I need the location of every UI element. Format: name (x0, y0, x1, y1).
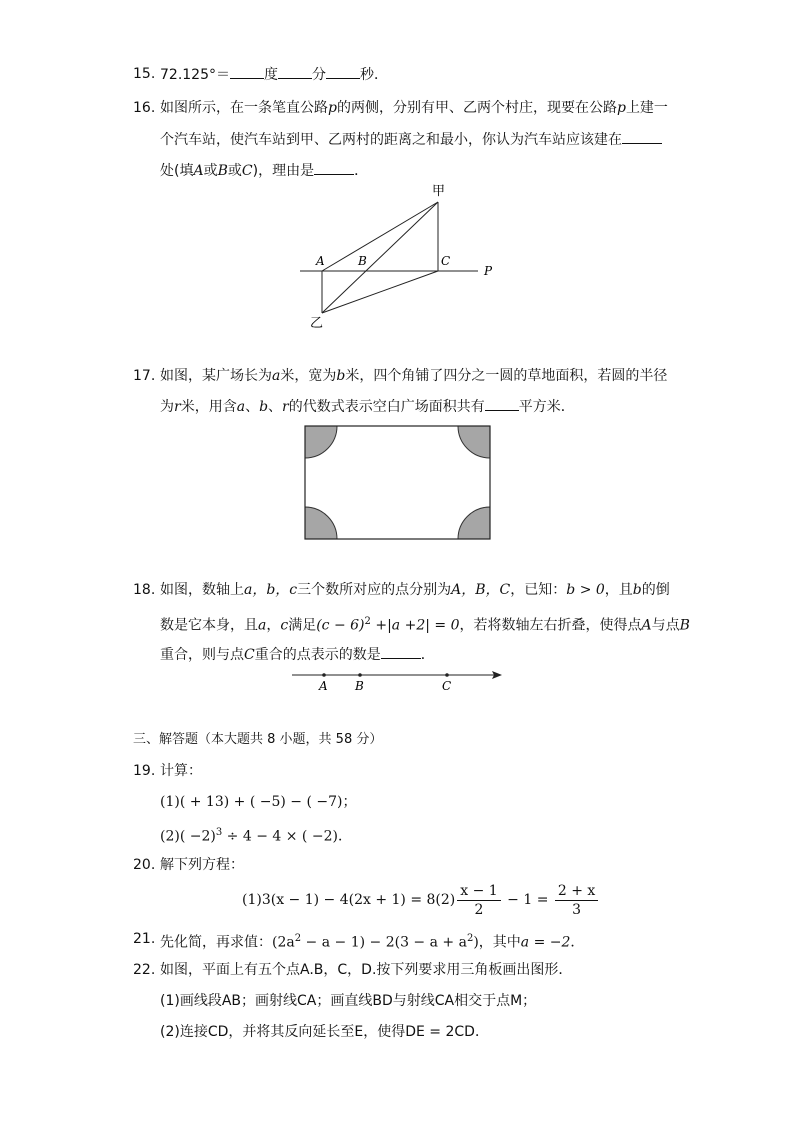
exponent: 2 (294, 933, 302, 944)
question-number: 15. (133, 66, 156, 82)
question-number: 21. (133, 931, 156, 947)
label-a: A (316, 254, 325, 268)
text: 三个数所对应的点分别为 (297, 582, 452, 598)
text: ，已知： (510, 582, 567, 598)
expression: (c − 6) (316, 617, 365, 634)
text: 米，宽为 (280, 368, 337, 384)
exponent: 2 (466, 933, 474, 944)
text: ． (354, 163, 369, 179)
question-number: 18. (133, 582, 156, 598)
text: 、 (268, 399, 283, 415)
label-b: B (358, 254, 367, 268)
answer-blank[interactable] (381, 644, 421, 659)
expression: (2a (272, 934, 295, 951)
point-a-label: A (319, 679, 328, 693)
question-number: 19. (133, 763, 156, 779)
text: ， (266, 617, 281, 634)
text: 平方米． (518, 399, 575, 415)
var: C (244, 647, 255, 663)
text: ，且 (604, 582, 633, 598)
var: r (174, 399, 181, 415)
var: b (259, 399, 269, 415)
text: ，若将数轴左右折叠，使得点 (459, 617, 642, 634)
var: p (328, 100, 337, 116)
answer-blank[interactable] (622, 129, 662, 144)
corner-quarter-circle-top-right (458, 426, 490, 458)
text: 或 (227, 163, 242, 179)
text: 米，用含 (180, 399, 237, 415)
denominator: 2 (474, 901, 484, 918)
text: 个汽车站，使汽车站到甲、乙两村的距离之和最小，你认为汽车站应该建在 (160, 132, 622, 148)
question-text: 解下列方程： (160, 857, 244, 873)
exponent: 3 (215, 827, 223, 838)
text: 或 (203, 163, 218, 179)
condition: a = −2 (520, 934, 571, 951)
text: 为 (160, 399, 174, 415)
var: C (241, 163, 253, 179)
var: A (641, 617, 652, 634)
question-number: 17. (133, 368, 156, 384)
fraction (457, 882, 500, 919)
text: 数是它本身，且 (160, 617, 258, 634)
text: 处(填 (160, 163, 194, 179)
section-title: 三、解答题（本大题共 8 小题，共 58 分） (133, 732, 383, 747)
var: a (236, 399, 246, 415)
var: c (280, 617, 289, 634)
text: 的代数式表示空白广场面积共有 (288, 399, 485, 415)
numerator: 2 + x (555, 882, 598, 901)
text: 米，四个角铺了四分之一圆的草地面积，若圆的半径 (345, 368, 668, 384)
fraction (555, 882, 598, 919)
var: b (336, 368, 346, 384)
square-with-corner-quarter-circles (303, 424, 493, 542)
label-p: P (484, 264, 493, 278)
segment-jia-yi (322, 202, 438, 313)
text: 上建一 (625, 100, 668, 116)
point-a-dot (322, 673, 326, 677)
expression: ) (473, 934, 479, 951)
denominator: 3 (572, 901, 582, 918)
equation-1: (1)3(x − 1) − 4(2x + 1) = 8(2) (242, 892, 456, 908)
answer-blank[interactable] (230, 64, 264, 79)
points: A，B，C (451, 582, 511, 598)
exponent: 2 (364, 616, 371, 627)
vars: a，b，c (244, 582, 298, 598)
expression: (1)( + 13) + ( −5) − ( −7)； (160, 794, 357, 810)
text: ． (420, 647, 435, 663)
text: 重合的点表示的数是 (254, 647, 381, 663)
var: b (632, 582, 642, 598)
expression: (2)( −2) (160, 828, 216, 845)
var: a (272, 368, 281, 384)
question-text: 计算： (160, 763, 202, 779)
question-number: 16. (133, 100, 156, 116)
unit-minute: 分 (312, 67, 326, 83)
text: 满足 (288, 617, 317, 634)
label-c: C (441, 254, 451, 268)
label-jia: 甲 (432, 184, 446, 199)
text: 的两侧，分别有甲、乙两个村庄，现要在公路 (336, 100, 617, 116)
operator: − 1 = (502, 892, 553, 908)
point-c-dot (445, 673, 449, 677)
var: p (616, 100, 626, 116)
point-b-label: B (355, 679, 364, 693)
point-c-label: C (442, 679, 452, 693)
text: 、 (245, 399, 260, 415)
var: r (282, 399, 289, 415)
text: 如图，某广场长为 (160, 368, 272, 384)
answer-blank[interactable] (278, 64, 312, 79)
text: )，理由是 (252, 163, 315, 179)
point-b-dot (358, 673, 362, 677)
question-number: 20. (133, 857, 156, 873)
section-heading (133, 730, 382, 750)
text: 与点 (651, 617, 680, 634)
label-yi: 乙 (310, 316, 324, 330)
answer-blank[interactable] (314, 160, 354, 175)
question-20-equations (242, 878, 600, 922)
degree-value: 72.125°＝ (160, 67, 230, 83)
corner-quarter-circle-bottom-right (458, 507, 490, 539)
unit-degree: 度 (264, 67, 278, 83)
village-road-figure (290, 180, 510, 330)
numerator: x − 1 (457, 882, 500, 901)
answer-blank[interactable] (326, 64, 360, 79)
var: A (193, 163, 204, 179)
text: 重合，则与点 (160, 647, 244, 663)
instruction: (1)画线段AB；画射线CA；画直线BD与射线CA相交于点M； (160, 993, 537, 1009)
segment-jia-a (322, 202, 438, 271)
text: ． (570, 934, 585, 951)
corner-quarter-circle-top-left (305, 426, 337, 458)
text: 如图，数轴上 (160, 582, 244, 598)
instruction: (2)连接CD，并将其反向延长至E，使得DE = 2CD． (160, 1024, 489, 1040)
var: B (217, 163, 228, 179)
answer-blank[interactable] (485, 396, 519, 411)
segment-c-yi (322, 271, 438, 313)
number-line-figure (288, 665, 508, 695)
text: 如图所示，在一条笔直公路 (160, 100, 328, 116)
expression: +|a +2| = 0 (370, 617, 460, 634)
condition: b > 0 (566, 582, 605, 598)
question-text: 如图，平面上有五个点A.B，C，D.按下列要求用三角板画出图形． (160, 962, 573, 978)
corner-quarter-circle-bottom-left (305, 507, 337, 539)
text: 先化简，再求值： (160, 934, 272, 951)
text: 的倒 (641, 582, 670, 598)
var: a (258, 617, 267, 634)
unit-second: 秒． (360, 67, 388, 83)
expression: ÷ 4 − 4 × ( −2)． (222, 828, 352, 845)
expression: − a − 1) − 2(3 − a + a (301, 934, 467, 951)
var: B (679, 617, 690, 634)
question-number: 22. (133, 962, 156, 978)
text: ，其中 (478, 934, 521, 951)
